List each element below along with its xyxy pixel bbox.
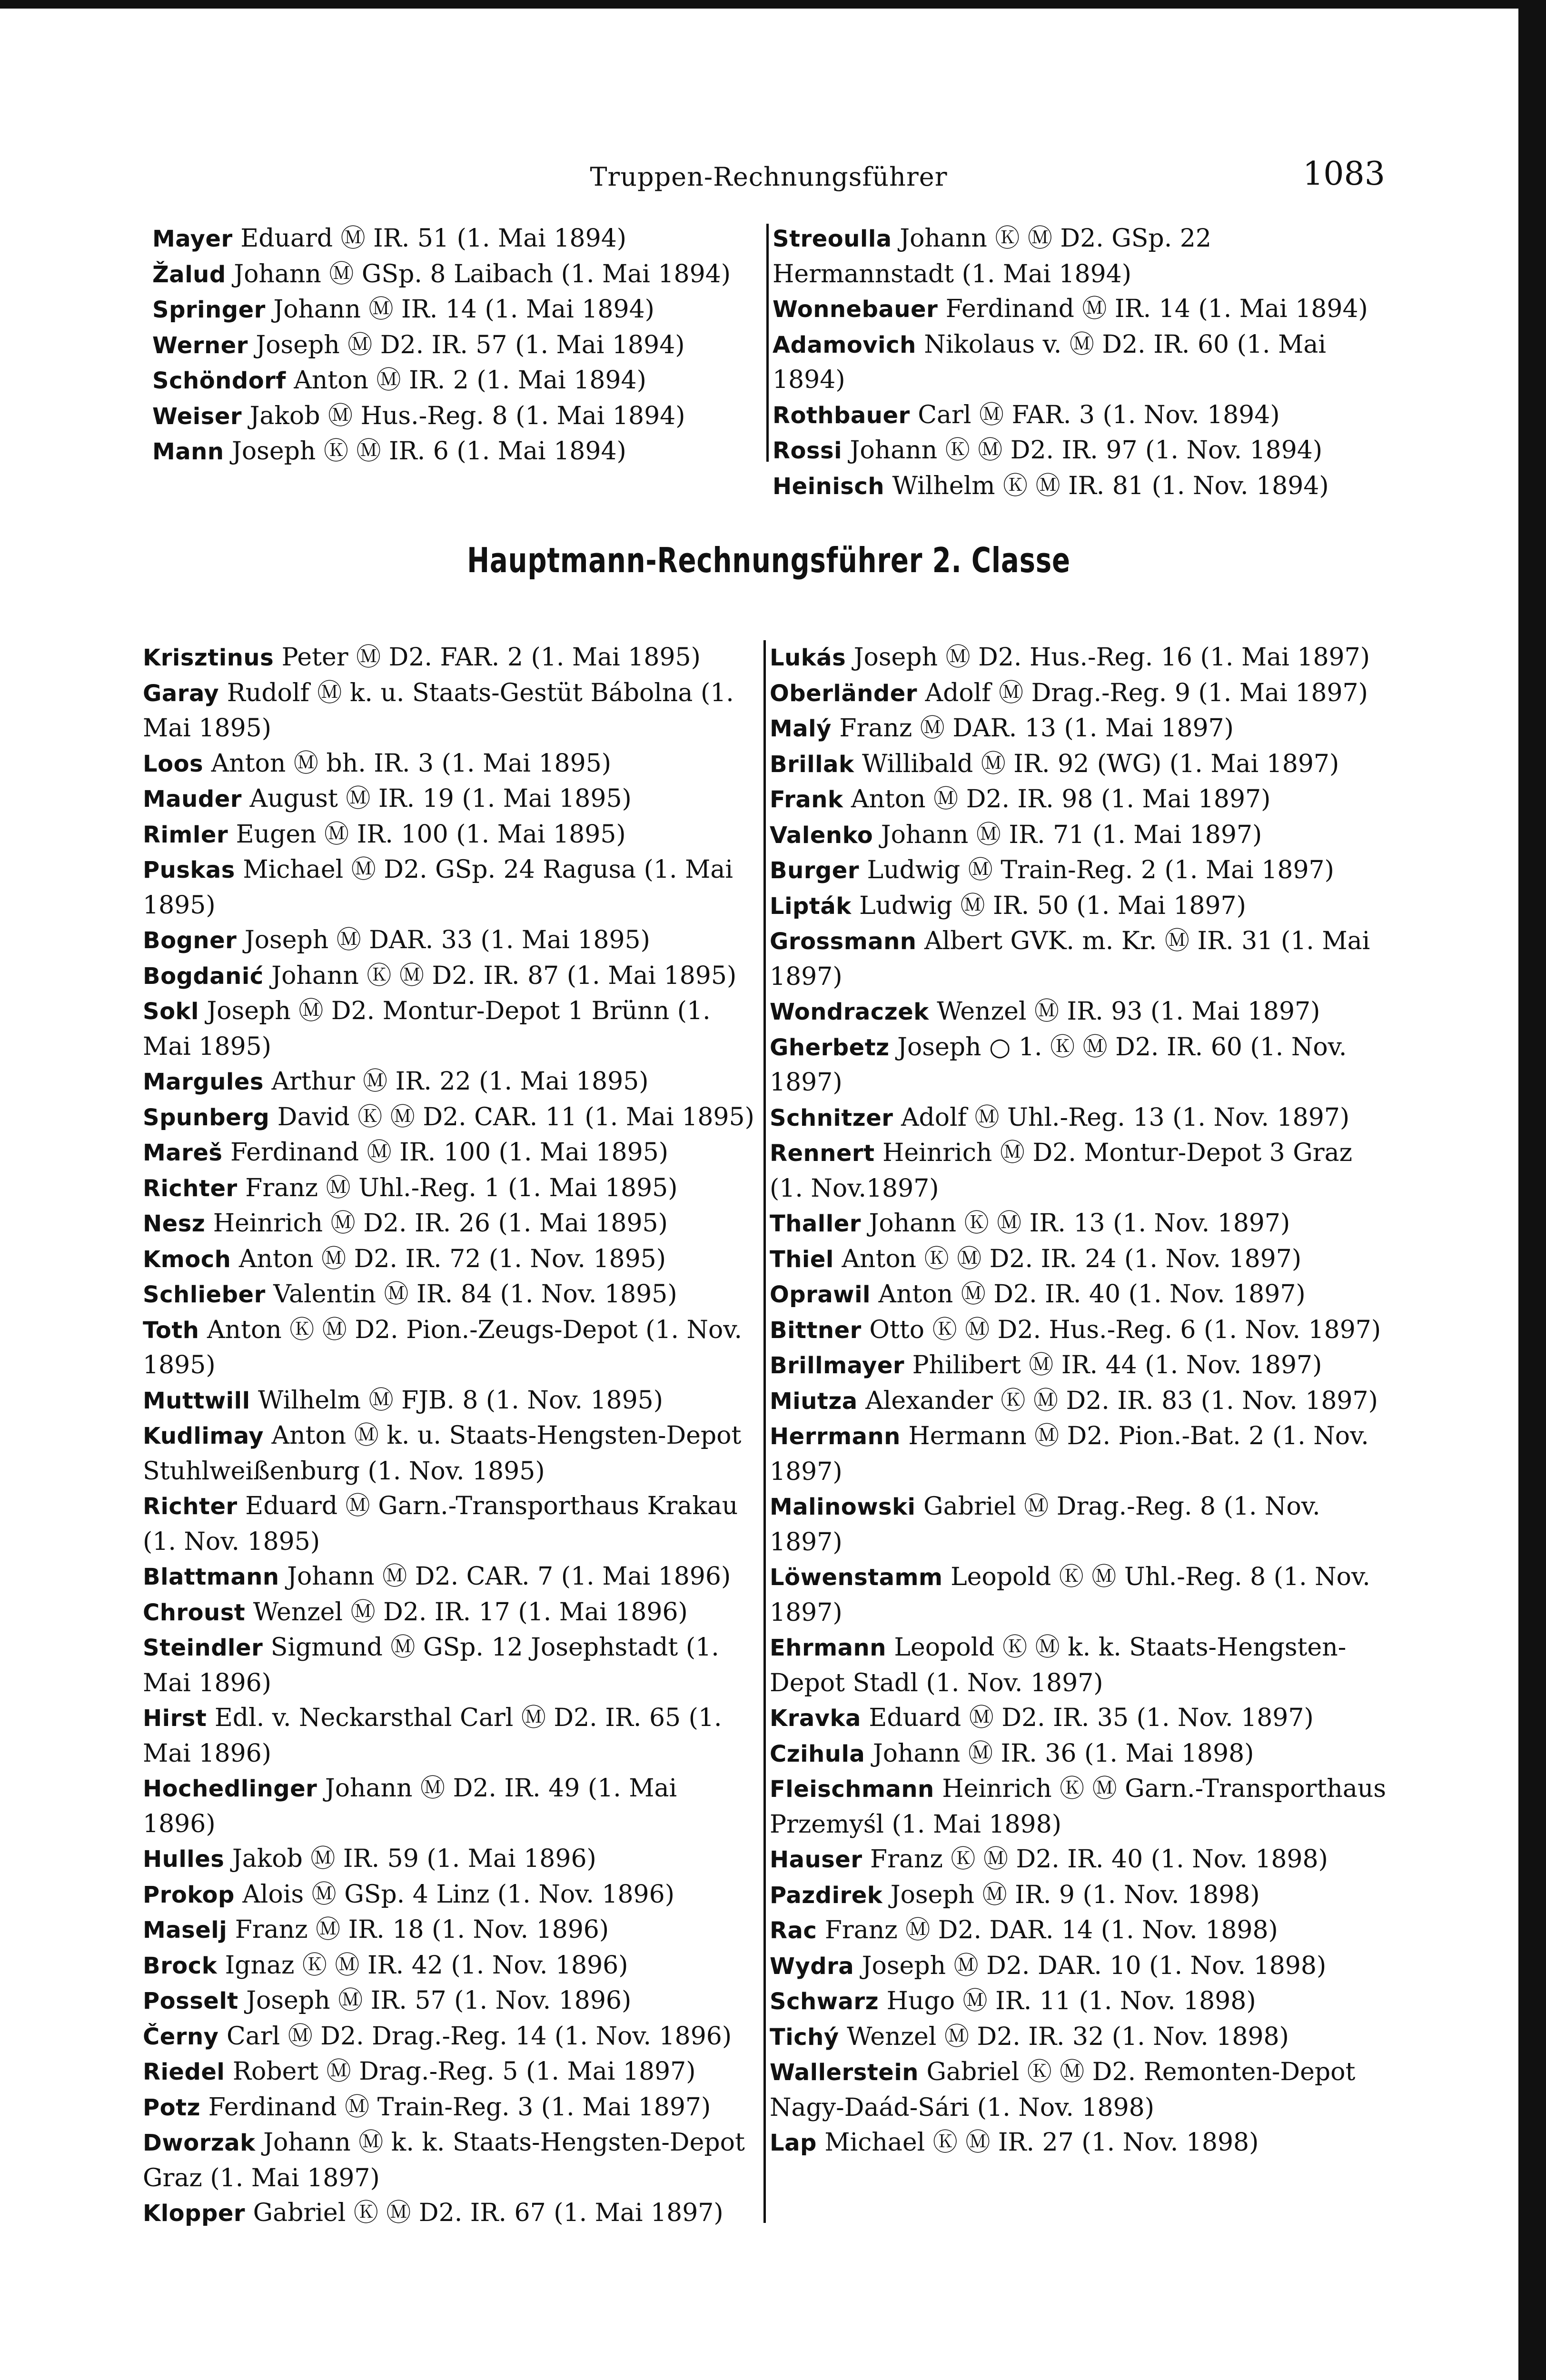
entry-details: Wenzel Ⓜ D2. IR. 32 (1. Nov. 1898) (839, 2022, 1289, 2051)
entry-details: Joseph Ⓜ IR. 9 (1. Nov. 1898) (882, 1880, 1260, 1909)
list-item (770, 1701, 1387, 1736)
surname: Brillmayer (770, 1352, 905, 1379)
surname: Thaller (770, 1210, 861, 1237)
surname: Toth (143, 1317, 199, 1344)
entry-details: Anton Ⓚ Ⓜ D2. Pion.-Zeugs-Depot (1. Nov. 1895) (143, 1315, 743, 1379)
surname: Potz (143, 2094, 201, 2121)
list-item (143, 1489, 754, 1559)
list-item (143, 1135, 754, 1171)
list-item (773, 221, 1387, 292)
surname: Muttwill (143, 1387, 250, 1414)
entry-details: Otto Ⓚ Ⓜ D2. Hus.-Reg. 6 (1. Nov. 1897) (861, 1315, 1381, 1344)
surname: Streoulla (773, 226, 892, 252)
list-item (143, 640, 754, 676)
entry-details: Ludwig Ⓜ Train-Reg. 2 (1. Mai 1897) (859, 856, 1334, 884)
surname: Schnitzer (770, 1104, 893, 1131)
entry-details: Carl Ⓜ FAR. 3 (1. Nov. 1894) (910, 400, 1280, 429)
list-item (143, 959, 754, 994)
surname: Dworzak (143, 2130, 256, 2156)
surname: Lipták (770, 892, 852, 920)
list-item (143, 746, 754, 782)
list-item (770, 1736, 1387, 1772)
entry-details: Wilhelm Ⓜ FJB. 8 (1. Nov. 1895) (250, 1386, 664, 1415)
list-item (143, 1418, 754, 1489)
surname: Loos (143, 750, 204, 777)
surname: Kravka (770, 1705, 861, 1732)
entry-details: Jakob Ⓜ Hus.-Reg. 8 (1. Mai 1894) (242, 401, 685, 430)
list-item (770, 2125, 1387, 2161)
main-right-column (770, 640, 1387, 2161)
list-item (770, 2055, 1387, 2125)
surname: Adamovich (773, 331, 916, 358)
surname: Mareš (143, 1140, 223, 1166)
entry-details: Hermann Ⓜ D2. Pion.-Bat. 2 (1. Nov. 1897) (770, 1422, 1369, 1486)
list-item (773, 398, 1387, 434)
list-item (770, 1984, 1387, 2020)
surname: Wallerstein (770, 2059, 919, 2086)
entry-details: Robert Ⓜ Drag.-Reg. 5 (1. Mai 1897) (225, 2057, 696, 2086)
list-item (152, 292, 754, 328)
surname: Hirst (143, 1705, 207, 1732)
list-item (143, 1242, 754, 1278)
entry-details: Joseph Ⓜ DAR. 33 (1. Mai 1895) (237, 926, 650, 954)
surname: Chroust (143, 1599, 246, 1626)
entry-details: Anton Ⓜ IR. 2 (1. Mai 1894) (286, 366, 646, 395)
surname: Czihula (770, 1740, 865, 1767)
list-item (770, 994, 1387, 1030)
list-item (770, 818, 1387, 853)
entry-details: Leopold Ⓚ Ⓜ k. k. Staats-Hengsten-Depot Stadl (1. Nov. 1897) (770, 1633, 1347, 1697)
entry-details: Johann Ⓚ Ⓜ D2. IR. 97 (1. Nov. 1894) (842, 436, 1323, 465)
surname: Blattmann (143, 1564, 279, 1590)
entry-details: Johann Ⓜ IR. 14 (1. Mai 1894) (265, 295, 654, 324)
surname: Thiel (770, 1246, 834, 1273)
list-item (143, 1383, 754, 1419)
entry-details: Heinrich Ⓜ D2. IR. 26 (1. Mai 1895) (205, 1209, 668, 1238)
surname: Klopper (143, 2200, 246, 2227)
list-item (770, 676, 1387, 712)
entry-details: Anton Ⓜ D2. IR. 72 (1. Nov. 1895) (231, 1244, 666, 1273)
list-item (143, 1277, 754, 1313)
list-item (770, 1384, 1387, 1419)
surname: Kmoch (143, 1246, 231, 1273)
list-item (143, 923, 754, 959)
surname: Lap (770, 2130, 817, 2156)
list-item (143, 1983, 754, 2019)
entry-details: Ferdinand Ⓜ Train-Reg. 3 (1. Mai 1897) (200, 2092, 711, 2122)
entry-details: Franz Ⓜ Uhl.-Reg. 1 (1. Mai 1895) (237, 1173, 678, 1202)
column-divider-main (763, 640, 766, 2223)
main-left-column (143, 640, 754, 2231)
entry-details: Adolf Ⓜ Drag.-Reg. 9 (1. Mai 1897) (917, 678, 1368, 707)
entry-details: Anton Ⓜ D2. IR. 40 (1. Nov. 1897) (870, 1280, 1306, 1309)
entry-details: Arthur Ⓜ IR. 22 (1. Mai 1895) (263, 1067, 649, 1096)
surname: Schlieber (143, 1281, 266, 1308)
entry-details: Johann Ⓜ IR. 71 (1. Mai 1897) (873, 820, 1262, 849)
list-item (143, 2125, 754, 2196)
page-number: 1083 (1302, 155, 1385, 193)
surname: Mann (152, 438, 224, 465)
surname: Garay (143, 680, 219, 707)
surname: Hulles (143, 1846, 225, 1873)
list-item (143, 1913, 754, 1948)
list-item (770, 889, 1387, 924)
list-item (143, 676, 754, 746)
surname: Maselj (143, 1917, 228, 1944)
surname: Oprawil (770, 1281, 871, 1308)
list-item (770, 1772, 1387, 1842)
surname: Weiser (152, 403, 242, 430)
list-item (143, 1064, 754, 1100)
entry-details: Johann Ⓚ Ⓜ D2. IR. 87 (1. Mai 1895) (263, 961, 737, 990)
surname: Prokop (143, 1881, 235, 1908)
entry-details: Edl. v. Neckarsthal Carl Ⓜ D2. IR. 65 (1. Mai 1896) (143, 1704, 722, 1768)
list-item (770, 1630, 1387, 1701)
surname: Rimler (143, 821, 228, 848)
surname: Mayer (152, 226, 233, 252)
entry-details: Franz Ⓜ IR. 18 (1. Nov. 1896) (227, 1915, 609, 1944)
entry-details: Leopold Ⓚ Ⓜ Uhl.-Reg. 8 (1. Nov. 1897) (770, 1563, 1370, 1627)
list-item (143, 994, 754, 1064)
list-item (770, 1136, 1387, 1206)
entry-details: Adolf Ⓜ Uhl.-Reg. 13 (1. Nov. 1897) (893, 1103, 1350, 1132)
surname: Wondraczek (770, 999, 929, 1025)
entry-details: Franz Ⓚ Ⓜ D2. IR. 40 (1. Nov. 1898) (862, 1845, 1328, 1874)
entry-details: Joseph Ⓜ D2. Montur-Depot 1 Brünn (1. Mai 1895) (143, 997, 711, 1061)
entry-details: Eduard Ⓜ IR. 51 (1. Mai 1894) (232, 224, 627, 253)
entry-details: Gabriel Ⓚ Ⓜ D2. IR. 67 (1. Mai 1897) (245, 2199, 723, 2227)
entry-details: Franz Ⓜ D2. DAR. 14 (1. Nov. 1898) (817, 1916, 1278, 1944)
surname: Hauser (770, 1846, 862, 1873)
surname: Wydra (770, 1953, 854, 1980)
surname: Herrmann (770, 1423, 901, 1450)
entry-details: Eduard Ⓜ D2. IR. 35 (1. Nov. 1897) (861, 1704, 1314, 1732)
entry-details: Wilhelm Ⓚ Ⓜ IR. 81 (1. Nov. 1894) (884, 471, 1329, 500)
entry-details: Ignaz Ⓚ Ⓜ IR. 42 (1. Nov. 1896) (217, 1951, 628, 1980)
entry-details: Alexander Ⓚ Ⓜ D2. IR. 83 (1. Nov. 1897) (857, 1386, 1378, 1415)
surname: Bogdanić (143, 962, 264, 990)
entry-details: Nikolaus v. Ⓜ D2. IR. 60 (1. Mai 1894) (773, 330, 1326, 394)
surname: Burger (770, 857, 860, 884)
surname: Valenko (770, 822, 873, 849)
surname: Fleischmann (770, 1776, 934, 1803)
surname: Ehrmann (770, 1635, 886, 1661)
surname: Rothbauer (773, 402, 910, 429)
list-item (152, 257, 754, 293)
entry-details: Wenzel Ⓜ D2. IR. 17 (1. Mai 1896) (245, 1597, 688, 1626)
entry-details: Johann Ⓜ D2. IR. 49 (1. Mai 1896) (143, 1774, 677, 1838)
list-item (770, 1560, 1387, 1630)
entry-details: Carl Ⓜ D2. Drag.-Reg. 14 (1. Nov. 1896) (218, 2022, 732, 2051)
entry-details: Rudolf Ⓜ k. u. Staats-Gestüt Bábolna (1. Mai 1895) (143, 678, 734, 743)
entry-details: Franz Ⓜ DAR. 13 (1. Mai 1897) (831, 714, 1234, 743)
list-item (143, 2054, 754, 2090)
entry-details: Peter Ⓜ D2. FAR. 2 (1. Mai 1895) (274, 643, 701, 672)
list-item (143, 817, 754, 853)
entry-details: Eduard Ⓜ Garn.-Transporthaus Krakau (1. Nov. 1895) (143, 1492, 738, 1556)
list-item (770, 747, 1387, 783)
list-item (770, 1842, 1387, 1878)
entry-details: Ludwig Ⓜ IR. 50 (1. Mai 1897) (851, 891, 1246, 920)
entry-details: Ferdinand Ⓜ IR. 14 (1. Mai 1894) (938, 295, 1368, 323)
entry-details: Sigmund Ⓜ GSp. 12 Josephstadt (1. Mai 1896) (143, 1633, 719, 1697)
surname: Pazdirek (770, 1882, 883, 1909)
surname: Brock (143, 1952, 218, 1979)
list-item (143, 1171, 754, 1207)
list-item (143, 1842, 754, 1877)
surname: Posselt (143, 1988, 238, 2014)
entry-details: Gabriel Ⓚ Ⓜ D2. Remonten-Depot Nagy-Daád-Sári (1. Nov. 1898) (770, 2058, 1356, 2122)
entry-details: Alois Ⓜ GSp. 4 Linz (1. Nov. 1896) (234, 1880, 675, 1909)
surname: Hochedlinger (143, 1775, 317, 1802)
entry-details: Michael Ⓚ Ⓜ IR. 27 (1. Nov. 1898) (816, 2128, 1259, 2157)
list-item (770, 1313, 1387, 1349)
list-item (770, 1348, 1387, 1384)
surname: Rossi (773, 437, 842, 464)
surname: Bogner (143, 927, 237, 954)
list-item (143, 2019, 754, 2055)
list-item (143, 1948, 754, 1984)
list-item (143, 1313, 754, 1383)
section-heading: Hauptmann-Rechnungsführer 2. Classe (467, 540, 1070, 580)
surname: Puskas (143, 857, 235, 883)
surname: Brillak (770, 751, 854, 778)
entry-details: Albert GVK. m. Kr. Ⓜ IR. 31 (1. Mai 1897) (770, 927, 1370, 991)
list-item (143, 1630, 754, 1701)
list-item (770, 640, 1387, 676)
surname: Černy (143, 2023, 219, 2050)
entry-details: Johann Ⓚ Ⓜ IR. 13 (1. Nov. 1897) (861, 1209, 1290, 1238)
list-item (773, 433, 1387, 469)
surname: Richter (143, 1493, 238, 1520)
entry-details: Valentin Ⓜ IR. 84 (1. Nov. 1895) (265, 1280, 677, 1309)
surname: Žalud (152, 261, 226, 288)
surname: Malinowski (770, 1494, 916, 1520)
surname: Schöndorf (152, 367, 286, 394)
entry-details: Wenzel Ⓜ IR. 93 (1. Mai 1897) (929, 997, 1320, 1026)
surname: Nesz (143, 1210, 206, 1237)
entry-details: Michael Ⓜ D2. GSp. 24 Ragusa (1. Mai 1895) (143, 855, 733, 920)
entry-details: Joseph ○ 1. Ⓚ Ⓜ D2. IR. 60 (1. Nov. 1897) (770, 1032, 1347, 1097)
entry-details: Johann Ⓜ D2. CAR. 7 (1. Mai 1896) (279, 1562, 731, 1591)
surname: Tichý (770, 2023, 839, 2051)
surname: Spunberg (143, 1104, 270, 1131)
surname: Steindler (143, 1635, 263, 1661)
list-item (152, 363, 754, 399)
list-item (143, 2196, 754, 2231)
list-item (143, 2090, 754, 2126)
list-item (770, 924, 1387, 994)
list-item (773, 469, 1387, 505)
list-item (143, 1206, 754, 1242)
list-item (770, 1489, 1387, 1560)
list-item (770, 2020, 1387, 2055)
entry-details: Jakob Ⓜ IR. 59 (1. Mai 1896) (224, 1844, 596, 1873)
list-item (143, 1100, 754, 1136)
surname: Rac (770, 1917, 817, 1944)
list-item (143, 1595, 754, 1631)
surname: Springer (152, 297, 266, 323)
entry-details: Joseph Ⓜ IR. 57 (1. Nov. 1896) (238, 1986, 632, 2015)
page-header (143, 152, 1395, 209)
entry-details: Willibald Ⓜ IR. 92 (WG) (1. Mai 1897) (854, 749, 1339, 778)
list-item (770, 1419, 1387, 1489)
surname: Löwenstamm (770, 1564, 943, 1591)
list-item (770, 1242, 1387, 1278)
list-item (770, 1277, 1387, 1313)
entry-details: Heinrich Ⓜ D2. Montur-Depot 3 Graz (1. Nov.1897) (770, 1139, 1353, 1203)
list-item (770, 711, 1387, 747)
list-item (143, 1559, 754, 1595)
list-item (773, 327, 1387, 398)
entry-details: Gabriel Ⓜ Drag.-Reg. 8 (1. Nov. 1897) (770, 1492, 1320, 1557)
surname: Malý (770, 715, 832, 742)
entry-details: Joseph Ⓜ D2. IR. 57 (1. Mai 1894) (248, 330, 685, 359)
list-item (143, 1771, 754, 1842)
surname: Mauder (143, 786, 242, 813)
list-item (152, 434, 754, 470)
surname: Oberländer (770, 680, 917, 707)
list-item (143, 782, 754, 817)
entry-details: Joseph Ⓚ Ⓜ IR. 6 (1. Mai 1894) (224, 437, 626, 466)
surname: Richter (143, 1175, 238, 1202)
surname: Gherbetz (770, 1034, 890, 1061)
entry-details: Joseph Ⓜ D2. DAR. 10 (1. Nov. 1898) (854, 1951, 1327, 1980)
surname: Schwarz (770, 1988, 879, 2015)
list-item (152, 328, 754, 364)
surname: Frank (770, 786, 843, 813)
surname: Lukás (770, 645, 846, 671)
surname: Werner (152, 332, 248, 359)
list-item (143, 853, 754, 923)
entry-details: August Ⓜ IR. 19 (1. Mai 1895) (241, 784, 632, 813)
entry-details: Eugen Ⓜ IR. 100 (1. Mai 1895) (228, 820, 626, 849)
entry-details: Johann Ⓜ IR. 36 (1. Mai 1898) (865, 1739, 1254, 1768)
entry-details: Hugo Ⓜ IR. 11 (1. Nov. 1898) (879, 1987, 1256, 2015)
surname: Krisztinus (143, 645, 274, 671)
surname: Margules (143, 1069, 264, 1095)
scan-edge-bar (1518, 0, 1546, 2380)
list-item (143, 1877, 754, 1913)
surname: Sokl (143, 998, 199, 1025)
entry-details: Johann Ⓚ Ⓜ D2. GSp. 22 Hermannstadt (1. Mai 1894) (773, 224, 1211, 288)
entry-details: Anton Ⓚ Ⓜ D2. IR. 24 (1. Nov. 1897) (833, 1244, 1302, 1273)
list-item (770, 1913, 1387, 1949)
surname: Grossmann (770, 928, 917, 955)
list-item (152, 399, 754, 435)
entry-details: Anton Ⓜ D2. IR. 98 (1. Mai 1897) (843, 785, 1271, 813)
entry-details: David Ⓚ Ⓜ D2. CAR. 11 (1. Mai 1895) (269, 1102, 754, 1131)
entry-details: Anton Ⓜ k. u. Staats-Hengsten-Depot Stuhlweißenburg (1. Nov. 1895) (143, 1421, 742, 1486)
entry-details: Heinrich Ⓚ Ⓜ Garn.-Transporthaus Przemyśl (1. Mai 1898) (770, 1775, 1387, 1839)
entry-details: Johann Ⓜ GSp. 8 Laibach (1. Mai 1894) (226, 259, 731, 288)
surname: Rennert (770, 1140, 875, 1167)
list-item (152, 221, 754, 257)
entry-details: Joseph Ⓜ D2. Hus.-Reg. 16 (1. Mai 1897) (846, 643, 1370, 672)
entry-details: Anton Ⓜ bh. IR. 3 (1. Mai 1895) (203, 749, 612, 778)
list-item (773, 292, 1387, 327)
list-item (770, 1949, 1387, 1984)
list-item (770, 782, 1387, 818)
surname: Bittner (770, 1317, 862, 1344)
top-left-column (152, 221, 754, 470)
top-right-column (773, 221, 1387, 504)
running-title: Truppen-Rechnungsführer (590, 162, 948, 192)
surname: Riedel (143, 2059, 225, 2085)
surname: Heinisch (773, 473, 884, 500)
entry-details: Philibert Ⓜ IR. 44 (1. Nov. 1897) (904, 1351, 1322, 1379)
entry-details: Ferdinand Ⓜ IR. 100 (1. Mai 1895) (222, 1138, 669, 1167)
list-item (143, 1701, 754, 1771)
list-item (770, 1101, 1387, 1136)
surname: Miutza (770, 1388, 858, 1415)
list-item (770, 853, 1387, 889)
list-item (770, 1206, 1387, 1242)
surname: Kudlimay (143, 1423, 264, 1449)
surname: Wonnebauer (773, 296, 938, 323)
column-divider-top (766, 224, 769, 462)
list-item (770, 1030, 1387, 1101)
list-item (770, 1878, 1387, 1914)
entry-details: Johann Ⓜ k. k. Staats-Hengsten-Depot Graz (1. Mai 1897) (143, 2128, 745, 2192)
